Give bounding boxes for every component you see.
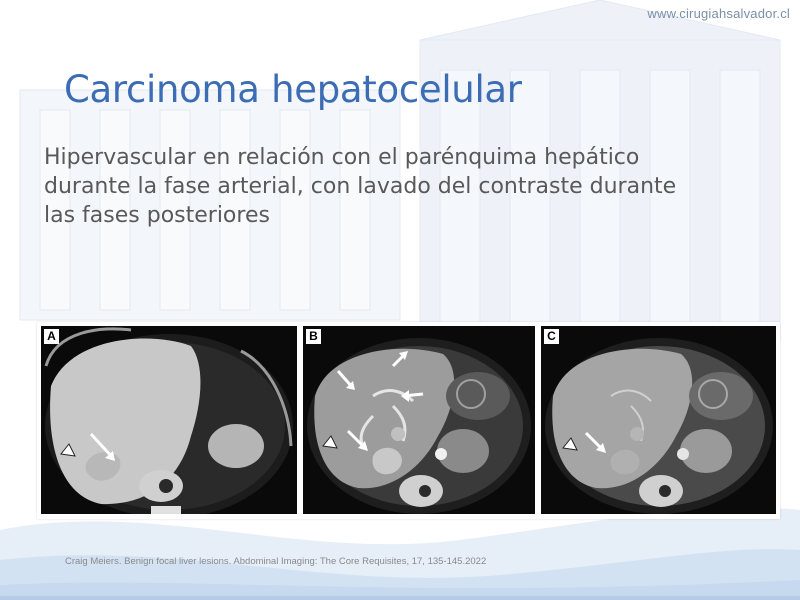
ct-panel-b <box>303 326 535 514</box>
ct-scan-image <box>41 326 297 514</box>
slide-body-text <box>44 143 764 230</box>
ct-scan-image <box>303 326 535 514</box>
body-line: las fases posteriores <box>44 203 270 228</box>
ct-scan-image <box>541 326 776 514</box>
ct-panel-a <box>41 326 297 514</box>
slide-title: Carcinoma hepatocelular <box>64 68 522 111</box>
site-url: www.cirugiahsalvador.cl <box>647 6 790 21</box>
ct-figure <box>37 322 780 519</box>
panel-label: A <box>47 329 56 343</box>
panel-label: B <box>309 329 318 343</box>
citation: Craig Meiers. Benign focal liver lesions. Abdominal Imaging: The Core Requisites, 17, 135-145.2022 <box>65 556 487 567</box>
panel-label: C <box>547 329 556 343</box>
ct-panel-c <box>541 326 776 514</box>
body-line: durante la fase arterial, con lavado del contraste durante <box>44 174 677 199</box>
body-line: Hipervascular en relación con el parénquima hepático <box>44 145 640 170</box>
